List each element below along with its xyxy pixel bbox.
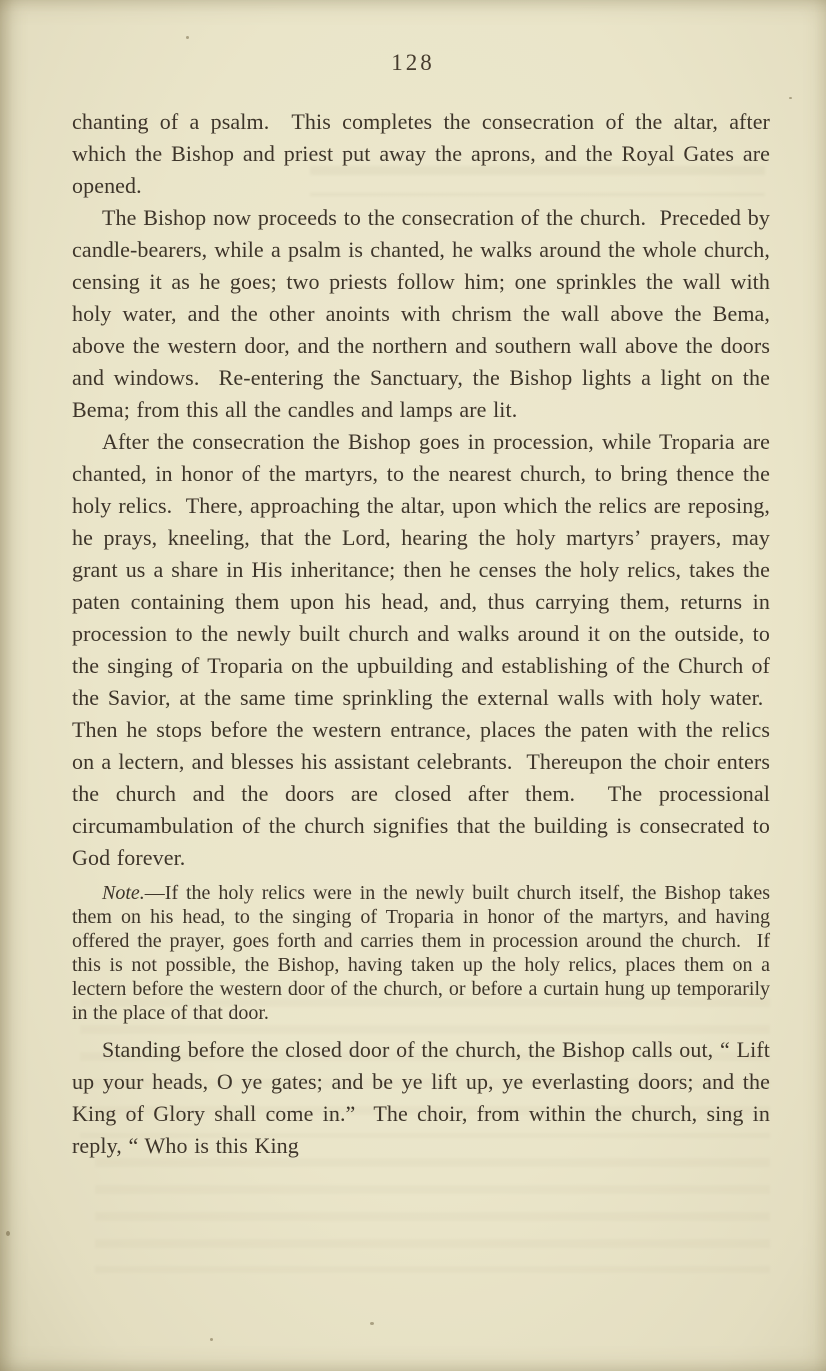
paper-speck — [186, 36, 189, 39]
note-paragraph — [72, 881, 770, 1025]
paragraph-continuation: chanting of a psalm. This completes the consecration of the altar, after which the Bishop and priest put away the aprons, and the Royal Gates are opened. — [72, 109, 770, 198]
paragraph-procession-relics: After the consecration the Bishop goes in procession, while Troparia are chanted, in honor of the martyrs, to the nearest church, to bring thence the holy relics. There, approaching the altar, upon which the relics are reposing, he prays, kneeling, that the Lord, hearing the holy martyrs’ prayers, may grant us a share in His inheritance; then he censes the holy relics, takes the paten containing them upon his head, and, thus carrying them, returns in procession to the newly built church and walks around it on the outside, to the singing of Troparia on the upbuilding and establishing of the Church of the Savior, at the same time sprinkling the external walls with holy water. Then he stops before the western entrance, places the paten with the relics on a lectern, and blesses his assistant celebrants. Thereupon the choir enters the church and the doors are closed after them. The processional circumambulation of the church signifies that the building is consecrated to God forever. — [72, 429, 770, 870]
note-label: Note. — [102, 882, 145, 904]
page-number: 128 — [391, 50, 435, 75]
note-text: —If the holy relics were in the newly built church itself, the Bishop takes them on his head, to the singing of Troparia in honor of the martyrs, and having offered the prayer, goes forth and carries them in procession around the church. If this is not possible, the Bishop, having taken up the holy relics, places them on a lectern before the western door of the church, or before a curtain hung up temporarily in the place of that door. — [72, 882, 770, 1024]
paragraph-closed-door: Standing before the closed door of the church, the Bishop calls out, “ Lift up your heads, O ye gates; and be ye lift up, ye everlasting doors; and the King of Glory shall come in.” The choir, from within the church, sing in reply, “ Who is this King — [72, 1037, 770, 1158]
paper-speck — [789, 97, 792, 99]
paper-speck — [370, 1322, 374, 1325]
paragraph-consecration-of-church: The Bishop now proceeds to the consecration of the church. Preceded by candle-bearers, while a psalm is chanted, he walks around the whole church, censing it as he goes; two priests follow him; one sprinkles the wall with holy water, and the other anoints with chrism the wall above the Bema, above the western door, and the northern and southern wall above the doors and windows. Re-entering the Sanctuary, the Bishop lights a light on the Bema; from this all the candles and lamps are lit. — [72, 205, 770, 422]
page-text-block — [72, 106, 770, 1162]
showthrough-texture — [95, 1158, 770, 1273]
paper-speck — [210, 1338, 213, 1341]
paper-speck — [6, 1231, 10, 1236]
